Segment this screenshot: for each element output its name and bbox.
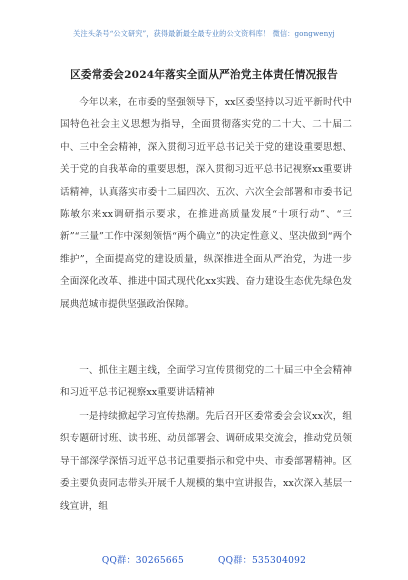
paragraph-text: 今年以来，在市委的坚强领导下，xx区委坚持以习近平新时代中国特色社会主义思想为指导，全面贯彻落实党的二十大、二十届二中、三中全会精神，深入贯彻习近平总书记关于党的建设重要思想、关于党的自我革命的重要思想，深入贯彻习近平总书记视察xx重要讲话精神，认真落实市委十二届四次、五次、六次全会部署和市委书记陈敏尔来xx调研指示要求，在推进高质量发展“十项行动”、“三新”“三量”工作中深刻领悟“两个确立”的决定性意义、坚决做到“两个维护”，全面提高党的建设质量，纵深推进全面从严治党，为进一步全面深化改革、推进中国式现代化xx实践、奋力建设生态优先绿色发展典范城市提供坚强政治保障。: [60, 97, 352, 310]
footer-qq-group-1: QQ群：30265665: [101, 556, 184, 566]
header-promo-note: 关注头条号“公文研究”，获得最新最全最专业的公文资料库！ 微信：gongwenyj: [73, 29, 335, 38]
paragraph-point-one: [60, 406, 352, 518]
section-heading-text: 一、抓住主题主线，全面学习宣传贯彻党的二十届三中全会精神和习近平总书记视察xx重要讲话精神: [60, 365, 352, 399]
footer-contact: [0, 553, 408, 566]
footer-qq-group-2: QQ群：535304092: [217, 556, 307, 566]
paragraph-intro: [60, 92, 352, 316]
document-title: 区委常委会2024年落实全面从严治党主体责任情况报告: [70, 69, 338, 81]
paragraph-text: 一是持续掀起学习宣传热潮。先后召开区委常委会会议xx次，组织专题研讨班、读书班、动员部署会、调研成果交流会，推动党员领导干部深学深悟习近平总书记重要指示和党中央、市委部署精神。区委主要负责同志带头开展千人规模的集中宣讲报告，xx次深入基层一线宣讲，组: [60, 411, 352, 512]
paragraph-section-heading: [60, 360, 352, 405]
